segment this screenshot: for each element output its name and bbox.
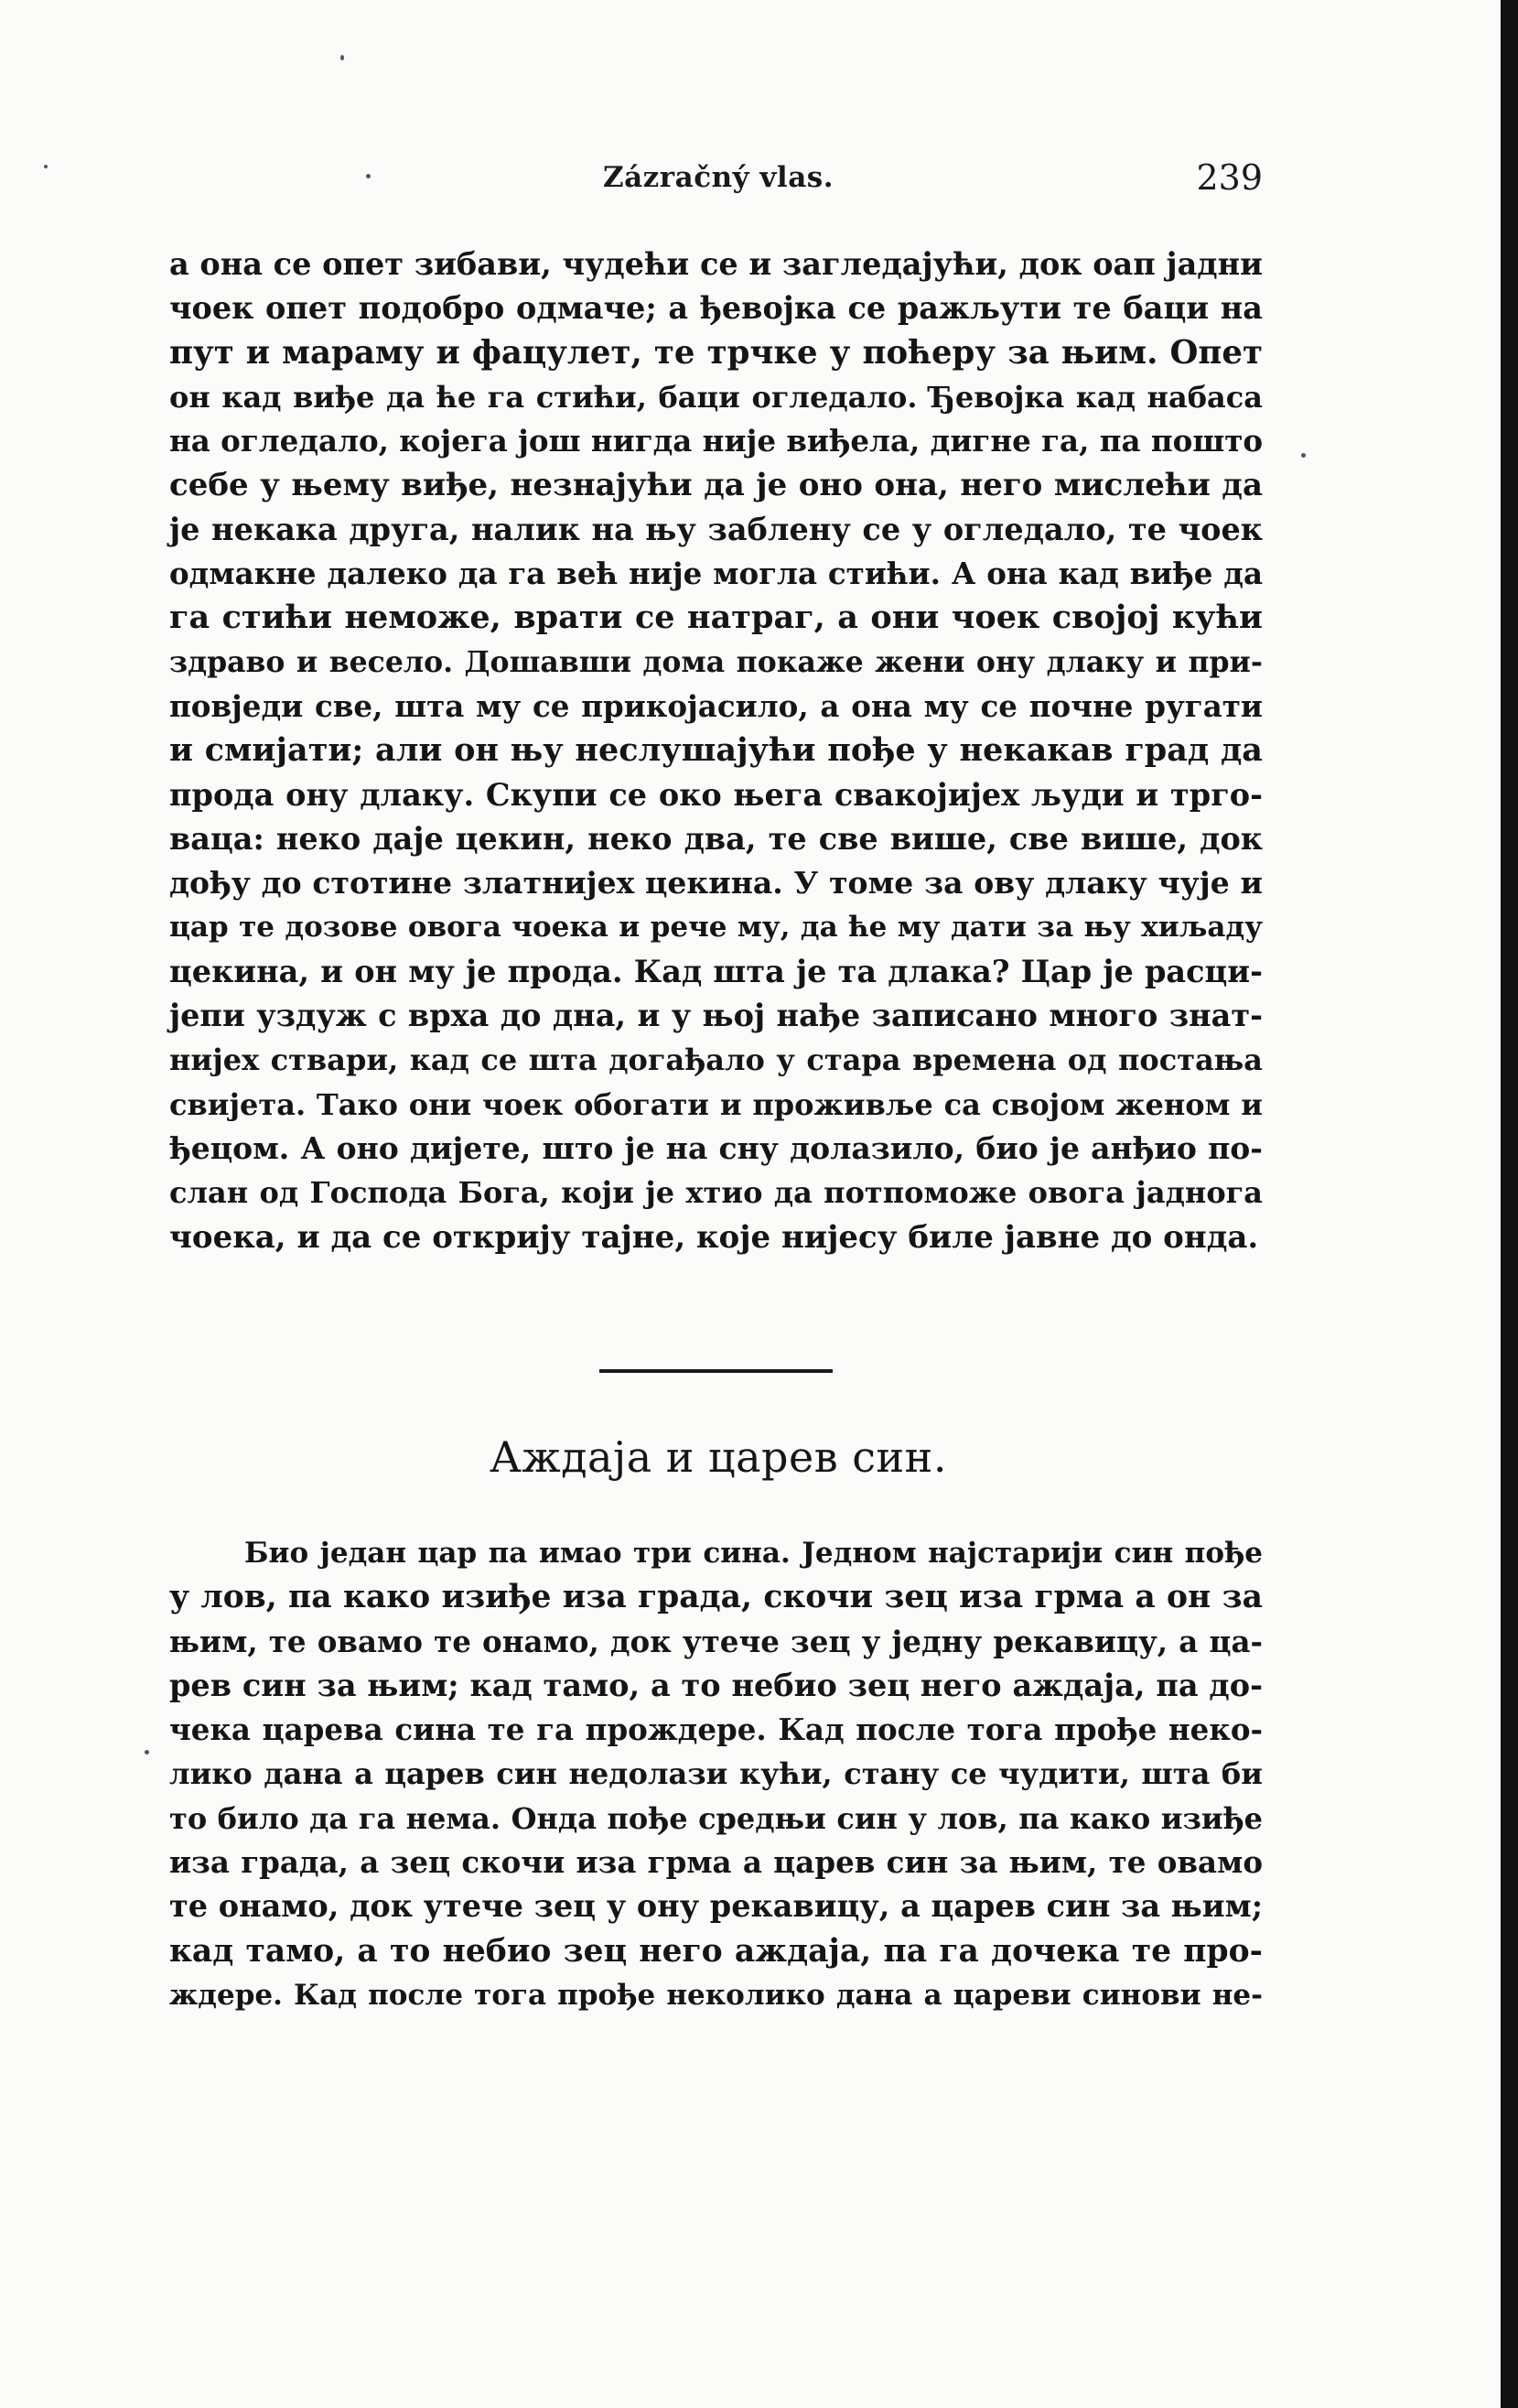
text-line: лико дана а царев син недолази кући, стану се чудити, шта би — [169, 1756, 1263, 1792]
text-line: га стићи неможе, врати се натраг, а они чоек својој кући — [169, 599, 1263, 637]
text-line: ждере. Кад после тога прође неколико дана а цареви синови не- — [169, 1978, 1263, 2012]
text-line: себе у њему виђе, незнајући да је оно она, него мислећи да — [169, 467, 1263, 504]
text-line: иза града, а зец скочи иза грма а царев син за њим, те овамо — [169, 1844, 1263, 1881]
text-line: свијета. Тако они чоек обогати и проживље са својом женом и — [169, 1086, 1263, 1122]
text-line: слан од Господа Бога, који је хтио да потпоможе овога јаднога — [169, 1175, 1263, 1211]
running-head — [174, 157, 1263, 200]
story-text — [169, 1531, 1263, 2017]
text-line: прода ону длаку. Скупи се око њега свакојијех људи и трго- — [169, 776, 1263, 813]
paper-speck — [366, 174, 371, 178]
text-line: здраво и весело. Дошавши дома покаже жени ону длаку и при- — [169, 644, 1263, 679]
text-line: те онамо, док утече зец у ону рекавицу, а царев син за њим; — [169, 1888, 1264, 1925]
paper-speck — [44, 165, 48, 168]
text-line: нијех ствари, кад се шта догађало у стара времена од постања — [169, 1042, 1263, 1078]
text-line: то било да га нема. Онда пође средњи син у лов, па како изиђе — [169, 1800, 1263, 1836]
text-line: кад тамо, а то небио зец него аждаја, па га дочека те про- — [169, 1932, 1263, 1970]
text-line: рев син за њим; кад тамо, а то небио зец него аждаја, па до- — [169, 1667, 1263, 1703]
book-spine-edge — [1501, 0, 1518, 2408]
page-number: 239 — [1196, 157, 1263, 198]
text-line: а она се опет зибави, чудећи се и загледајући, док оап јадни — [169, 246, 1263, 282]
paper-speck — [145, 1750, 149, 1755]
text-line: њим, те овамо те онамо, док утече зец у једну рекавицу, а ца- — [169, 1623, 1263, 1659]
text-line: одмакне далеко да га већ није могла стићи. А она кад виђе да — [169, 556, 1263, 592]
text-line: цекина, и он му је прода. Кад шта је та длака? Цар је расци- — [169, 953, 1263, 989]
text-line: он кад виђе да ће га стићи, баци огледало. Ђевојка кад набаса — [169, 379, 1263, 415]
text-line: и смијати; али он њу неслушајући пођe у некакав град да — [169, 731, 1263, 770]
story-ending-text — [169, 243, 1263, 1259]
paper-speck — [1301, 453, 1306, 458]
text-line: у лов, па како изиђе иза града, скочи зец иза грма а он за — [169, 1579, 1263, 1616]
running-head-title: Zázračný vlas. — [602, 161, 834, 194]
text-line: повједи све, шта му се прикојасило, а она му се почне ругати — [169, 687, 1263, 724]
text-line: Био један цар па имао три сина. Једном најстарији син пође — [244, 1537, 1263, 1570]
text-line: на огледало, којега још нигда није виђела, дигне га, па пошто — [169, 423, 1264, 459]
text-line: чека царева сина те га прождере. Кад после тога прође неко- — [169, 1712, 1263, 1748]
text-line: цар те дозове овога чоека и рече му, да ће му дати за њу хиљаду — [169, 911, 1263, 945]
text-line: јепи уздуж с врха до дна, и у њој нађе записано много знат- — [169, 998, 1263, 1034]
section-divider — [599, 1369, 833, 1373]
text-line: чоек опет подобро одмаче; а ђевојка се ражљути те баци на — [169, 290, 1263, 327]
text-line: чоека, и да се открију тајне, које нијесу биле јавне до онда. — [169, 1218, 1259, 1256]
text-line: је некака друга, налик на њу заблену се у огледало, те чоек — [169, 511, 1263, 547]
text-line: ђецом. А оно дијете, што је на сну долазило, био је анђио по- — [169, 1129, 1263, 1166]
paper-speck — [340, 55, 344, 60]
text-line: дођу до стотине златнијех цекина. У томе за ову длаку чује и — [169, 865, 1263, 902]
text-line: пут и мараму и фацулет, те трчке у поћеру за њим. Опет — [169, 333, 1263, 372]
story-title: Аждаја и царев син. — [490, 1432, 947, 1482]
text-line: ваца: неко даје цекин, неко два, те све више, све више, док — [169, 820, 1263, 857]
